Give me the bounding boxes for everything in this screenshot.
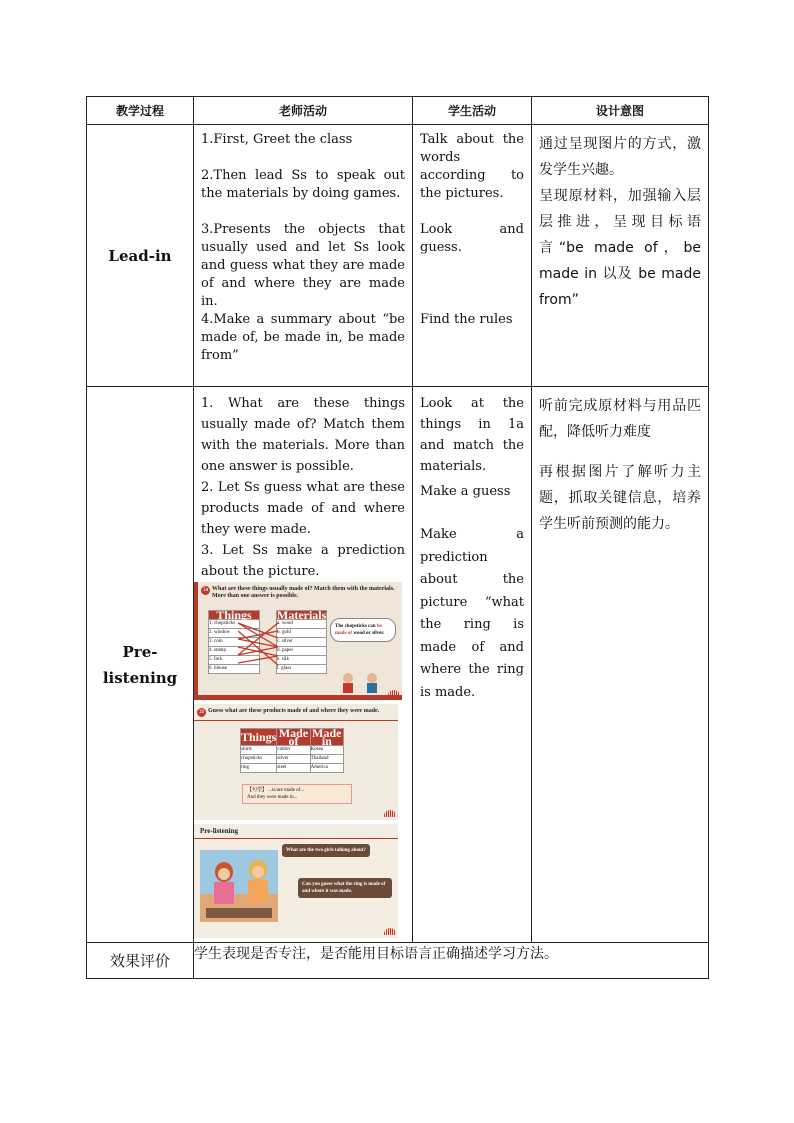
table-cell: steel: [277, 764, 310, 773]
stage-pre-listening: [87, 387, 194, 943]
table-cell: silver: [277, 755, 310, 764]
question-bubble: Can you guess what the ring is made of and where it was made.: [298, 878, 392, 898]
speech-bubble: [330, 618, 396, 642]
teacher-step: 1.First, Greet the class: [201, 132, 353, 147]
intent-text: 再根据图片了解听力主题，抓取关键信息，培养学生听前预测的能力。: [539, 464, 701, 532]
col-things: Things: [209, 611, 260, 620]
teacher-step: 3.Presents the objects that usually used and let Ss look and guess what they are made of and where they are made in.: [201, 222, 405, 309]
material-item: d. paper: [277, 647, 327, 656]
row-pre-listening: [87, 387, 709, 943]
slide-title: Guess what are these products made of and where they were made.: [208, 708, 380, 714]
teacher-step: 4.Make a summary about “be made of, be made in, be made from”: [201, 312, 405, 363]
stage-line: Pre-: [122, 642, 158, 661]
lesson-plan-table: [86, 96, 709, 979]
table-cell: ring: [241, 764, 277, 773]
slide-badge: 1a: [202, 587, 209, 593]
bubble-text: The chopsticks can: [335, 624, 377, 629]
material-item: f. glass: [277, 665, 327, 674]
intent-lead-in: [532, 125, 709, 387]
slide-bottom-bar: [198, 695, 402, 700]
student-pre-listening: [413, 387, 532, 943]
row-lead-in: [87, 125, 709, 387]
student-lead-in: [413, 125, 532, 387]
material-item: c. silver: [277, 638, 327, 647]
student-step: Look and guess.: [420, 222, 524, 255]
material-item: b. gold: [277, 629, 327, 638]
fan-ornament-icon: [384, 810, 396, 817]
slide-badge: 1b: [198, 709, 205, 715]
question-bubble: What are the two girls talking about?: [282, 844, 370, 857]
intent-pre-listening: [532, 387, 709, 943]
header-student: 学生活动: [413, 97, 532, 125]
note-line: And they were made in...: [247, 795, 298, 800]
table-cell: chopsticks: [241, 755, 277, 764]
teacher-step: 3. Let Ss make a prediction about the picture.: [201, 543, 405, 579]
table-cell: Korea: [310, 746, 343, 755]
stage-line: listening: [102, 668, 178, 687]
intent-text: 听前完成原材料与用品匹配，降低听力难度: [539, 398, 701, 440]
header-teacher: 老师活动: [194, 97, 413, 125]
evaluation-text: 学生表现是否专注，是否能用目标语言正确描述学习方法。: [194, 943, 709, 979]
header-process: 教学过程: [87, 97, 194, 125]
thing-item: 4. stamp: [209, 647, 260, 656]
slide-1b-image: [194, 704, 398, 820]
thing-item: 1. chopsticks: [209, 620, 260, 629]
col-head: Made in: [312, 726, 342, 748]
slide-pre-listening-image: [194, 824, 398, 938]
slide-title: Pre-listening: [200, 827, 238, 835]
material-item: e. silk: [277, 656, 327, 665]
thing-item: 2. window: [209, 629, 260, 638]
teacher-step: 2.Then lead Ss to speak out the materials by doing games.: [201, 168, 405, 201]
evaluation-label: 效果评价: [87, 943, 194, 979]
teacher-pre-listening: [194, 387, 413, 943]
thing-item: 5. fork: [209, 656, 260, 665]
table-cell: America: [310, 764, 343, 773]
table-cell: cotton: [277, 746, 310, 755]
material-item: a. wood: [277, 620, 327, 629]
slide-title: What are these things usually made of? Match them with the materials. More than one answer is possible.: [212, 586, 395, 599]
stage-lead-in: Lead-in: [87, 125, 194, 387]
people-illustration-icon: [343, 673, 377, 693]
slide-1a-image: [194, 582, 402, 700]
teacher-step: 1. What are these things usually made of? Match them with the materials. More than one answer is possible.: [201, 396, 405, 474]
thing-item: 3. coin: [209, 638, 260, 647]
student-step: Look at the things in 1a and match the materials.: [420, 396, 524, 474]
products-table: [240, 728, 344, 773]
intent-text: 通过呈现图片的方式，激发学生兴趣。: [539, 136, 701, 178]
col-head: Made of: [278, 726, 309, 748]
table-cell: Thailand: [310, 755, 343, 764]
bubble-highlight: be made of: [335, 624, 382, 636]
student-step: Find the rules: [420, 312, 513, 327]
sentence-pattern-note: [242, 784, 352, 804]
teacher-lead-in: [194, 125, 413, 387]
table-cell: shirts: [241, 746, 277, 755]
student-step: Make a guess: [420, 484, 511, 499]
row-evaluation: [87, 943, 709, 979]
header-row: [87, 97, 709, 125]
col-materials: Materials: [277, 608, 327, 622]
student-step: Make a prediction about the picture “what the ring is made of and where the ring is made.: [420, 527, 524, 700]
student-step: Talk about the words according to the pictures.: [420, 132, 524, 201]
teacher-step: 2. Let Ss guess what are these products made of and where they were made.: [201, 480, 405, 537]
header-intent: 设计意图: [532, 97, 709, 125]
slide-divider: [194, 720, 398, 721]
col-head: Things: [241, 730, 277, 744]
thing-item: 6. blouse: [209, 665, 260, 674]
bubble-text: wood or silver.: [352, 631, 385, 636]
note-line: 【句型】 ...is/are made of...: [247, 788, 305, 793]
intent-text: 呈现原材料，加强输入层层推进，呈现目标语言“be made of，be made in 以及 be made from”: [539, 188, 701, 308]
fan-ornament-icon: [384, 928, 396, 935]
